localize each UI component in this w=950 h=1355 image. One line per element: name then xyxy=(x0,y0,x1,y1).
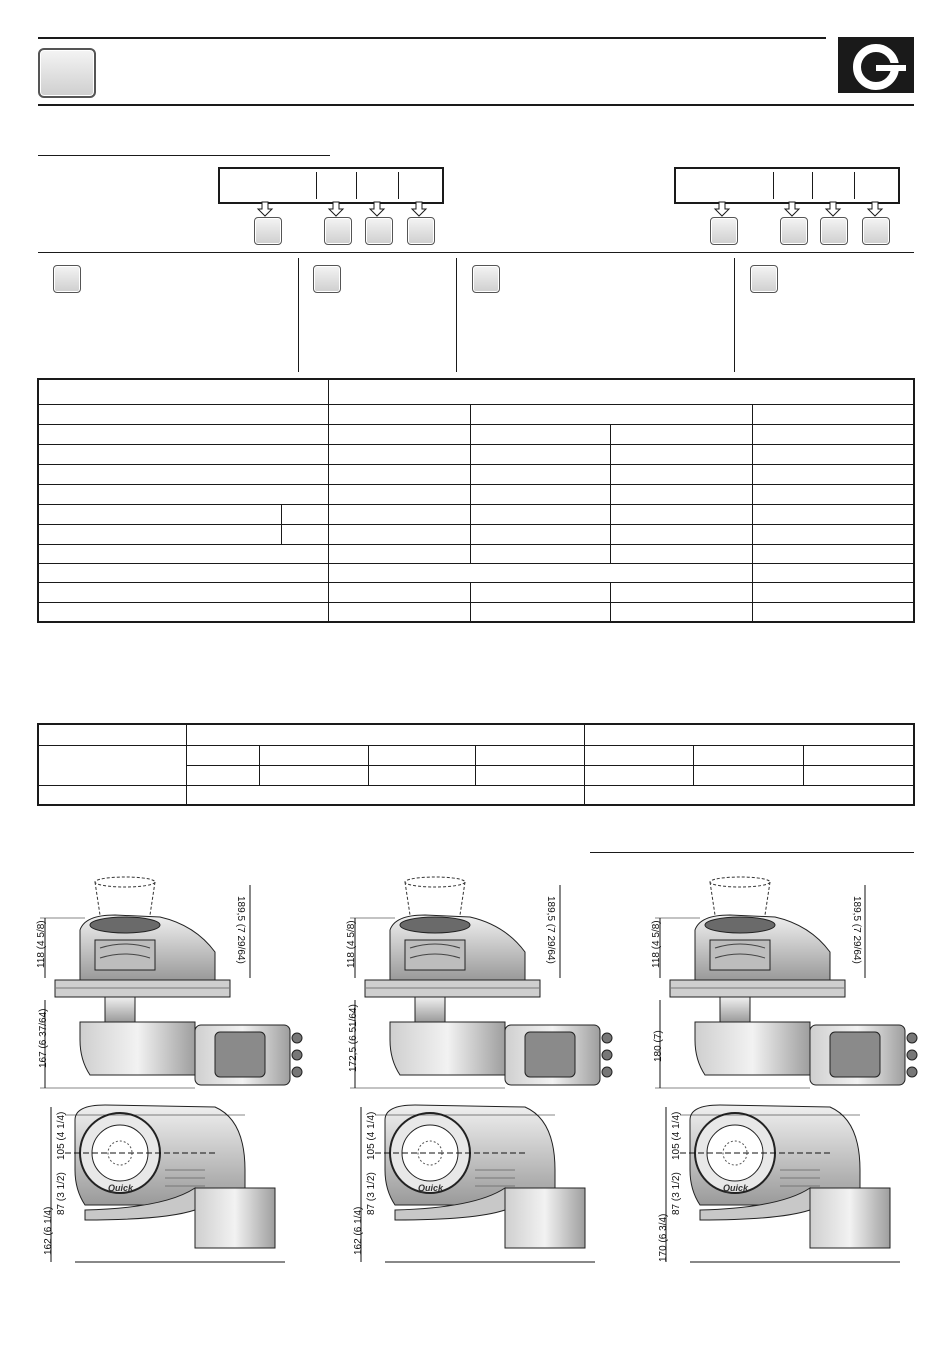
panel-divider xyxy=(456,258,457,372)
dim-total-height: 189,5 (7 29/64) xyxy=(235,896,246,964)
code-chip-icon xyxy=(365,217,393,245)
panel-chip-icon xyxy=(472,265,500,293)
section-chip-icon xyxy=(38,48,96,98)
dim-above-deck: 118 (4 5/8) xyxy=(36,920,47,968)
code-arrows-left xyxy=(218,201,448,217)
code-chip-icon xyxy=(254,217,282,245)
panel-chip-icon xyxy=(313,265,341,293)
dim-plan-a: 105 (4 1/4) xyxy=(366,1111,377,1160)
header-bottom-rule xyxy=(38,104,914,106)
code-arrows-right xyxy=(674,201,904,217)
dim-below-deck: 180 (7) xyxy=(653,1030,664,1062)
dim-plan-c: 170 (6 3/4) xyxy=(658,1213,669,1262)
code-chip-icon xyxy=(820,217,848,245)
table-row xyxy=(38,724,914,745)
brand-label: Quick xyxy=(418,1183,444,1193)
dim-plan-a: 105 (4 1/4) xyxy=(56,1111,67,1160)
windlass-drawings xyxy=(0,860,950,1280)
code-box-left xyxy=(218,167,444,204)
table-row xyxy=(38,379,914,404)
dim-plan-b: 87 (3 1/2) xyxy=(366,1172,377,1215)
dim-total-height: 189,5 (7 29/64) xyxy=(851,896,862,964)
table-row xyxy=(38,563,914,582)
code-chip-icon xyxy=(407,217,435,245)
panels-top-rule xyxy=(38,252,914,253)
section-title-rule xyxy=(38,155,330,156)
table-row xyxy=(38,444,914,464)
table-row xyxy=(38,424,914,444)
code-chip-icon xyxy=(862,217,890,245)
dim-above-deck: 118 (4 5/8) xyxy=(346,920,357,968)
dim-below-deck: 167 (6 37/64) xyxy=(38,1008,49,1068)
spec-table xyxy=(37,378,915,623)
dim-plan-b: 87 (3 1/2) xyxy=(671,1172,682,1215)
table-row xyxy=(38,582,914,602)
panel-divider xyxy=(734,258,735,372)
panel-chip-icon xyxy=(53,265,81,293)
panel-chip-icon xyxy=(750,265,778,293)
code-chip-icon xyxy=(780,217,808,245)
drawing-model-3 xyxy=(655,877,917,1262)
table-row xyxy=(38,404,914,424)
table-row xyxy=(38,464,914,484)
circuit-breaker-table xyxy=(37,723,915,806)
dim-plan-c: 162 (6 1/4) xyxy=(353,1206,364,1255)
dim-above-deck: 118 (4 5/8) xyxy=(651,920,662,968)
dim-below-deck: 172,5 (6 51/64) xyxy=(348,1004,359,1072)
panel-divider xyxy=(298,258,299,372)
dimensions-title-rule xyxy=(590,852,914,853)
code-chip-icon xyxy=(324,217,352,245)
dim-plan-b: 87 (3 1/2) xyxy=(56,1172,67,1215)
table-row xyxy=(38,544,914,563)
drawing-model-1 xyxy=(40,877,302,1262)
dim-plan-a: 105 (4 1/4) xyxy=(671,1111,682,1160)
code-chip-icon xyxy=(710,217,738,245)
table-row xyxy=(38,745,914,765)
table-row xyxy=(38,504,914,524)
brand-label: Quick xyxy=(108,1183,134,1193)
brand-label: Quick xyxy=(723,1183,749,1193)
dim-total-height: 189,5 (7 29/64) xyxy=(545,896,556,964)
table-row xyxy=(38,524,914,544)
quick-q-logo-icon xyxy=(838,37,914,93)
header-top-rule xyxy=(38,37,826,39)
drawing-model-2 xyxy=(350,877,612,1262)
dim-plan-c: 162 (6 1/4) xyxy=(43,1206,54,1255)
table-row xyxy=(38,785,914,805)
code-box-right xyxy=(674,167,900,204)
table-row xyxy=(38,602,914,622)
table-row xyxy=(38,484,914,504)
